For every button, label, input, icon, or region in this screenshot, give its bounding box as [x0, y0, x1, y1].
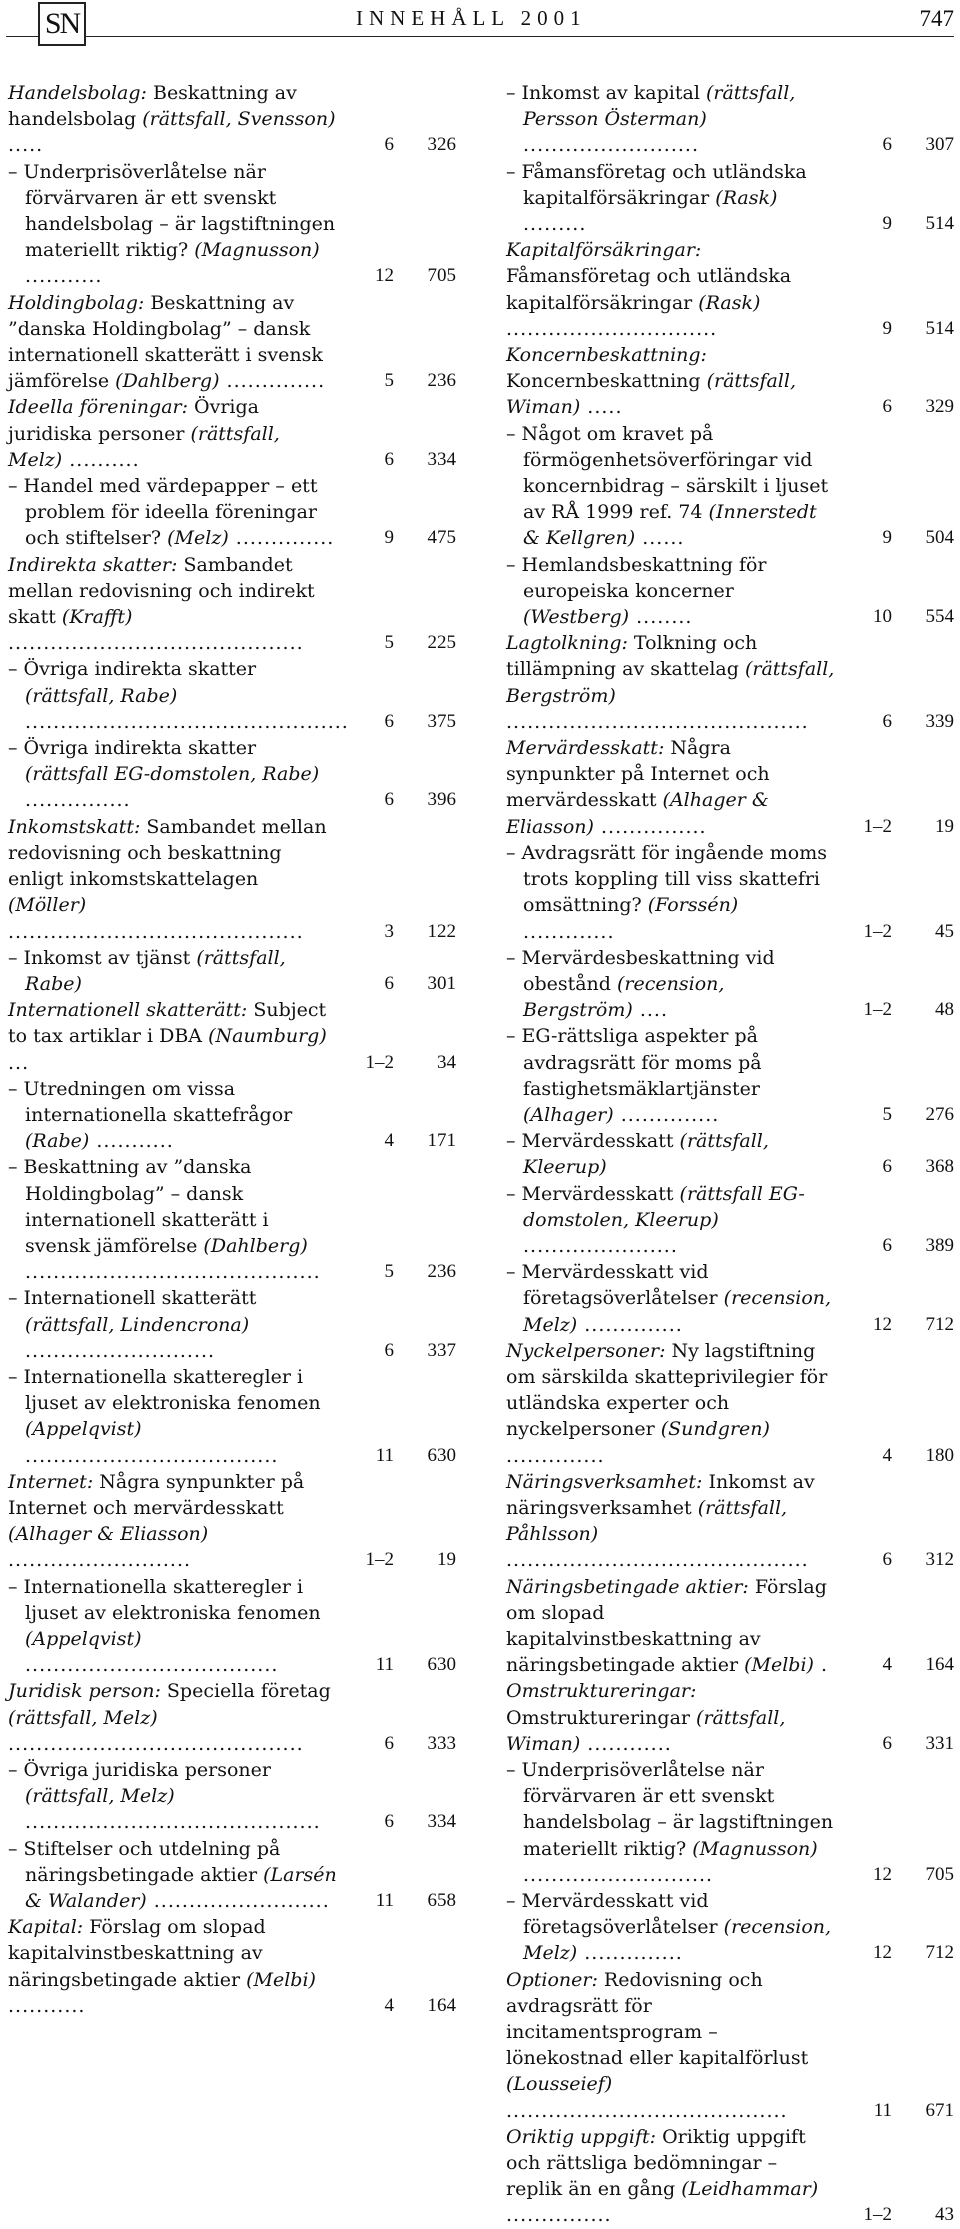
- entry-authors: (Magnusson): [692, 1837, 818, 1860]
- page-reference: 475: [427, 527, 456, 549]
- entry-authors: (Appelqvist): [25, 1627, 142, 1650]
- entry-title: Sambandet mellan redovisning och indirekt skatt: [8, 553, 315, 629]
- entry-title: Sambandet mellan redovisning och beskattning enligt inkomstskattelagen: [8, 815, 327, 891]
- page-reference: 236: [427, 370, 456, 392]
- index-subentry: – Inkomst av tjänst (rättsfall, Rabe) 6 301: [8, 945, 456, 997]
- entry-subject: Optioner:: [506, 1968, 598, 1991]
- issue-number: 6: [384, 1732, 394, 1754]
- page-reference: 368: [925, 1156, 954, 1178]
- index-entry: [8, 80, 456, 159]
- entry-authors: (rättsfall, Melz): [8, 1706, 158, 1729]
- dot-leader: .: [813, 1654, 829, 1677]
- dot-leader: ...............: [593, 815, 707, 838]
- index-entry: [506, 1678, 954, 1757]
- dot-leader: ..............: [506, 1444, 605, 1467]
- page-reference: 331: [925, 1732, 954, 1754]
- entry-subject: Indirekta skatter:: [8, 553, 178, 576]
- entry-text: – Mervärdesbeskattning vid obestånd (recension, Bergström) ....: [506, 946, 775, 1022]
- entry-text: – Övriga juridiska personer (rättsfall, Melz) ..........................................: [8, 1759, 321, 1834]
- entry-authors: (Melbi): [744, 1654, 814, 1677]
- entry-subject: Koncernbeskattning:: [506, 344, 707, 367]
- index-entry: [506, 1967, 954, 2124]
- index-entry: [8, 1678, 456, 1757]
- entry-title: Fåmansföretag och utländska kapitalförsäkringar: [521, 160, 807, 209]
- entry-authors: (Appelqvist): [25, 1418, 142, 1441]
- page-reference: 396: [427, 789, 456, 811]
- page-reference: 326: [427, 134, 456, 156]
- index-subentry: – Handel med värdepapper – ett problem för ideella föreningar och stiftelser? (Melz) .............. 9 475: [8, 473, 456, 552]
- page-reference: 48: [935, 999, 954, 1021]
- entry-authors: (recension, Melz): [523, 1287, 832, 1336]
- entry-title: Omstruktureringar: [506, 1706, 697, 1729]
- issue-number: 6: [882, 396, 892, 418]
- index-subentry: [8, 159, 456, 290]
- entry-title: Ny lagstiftning om särskilda skatteprivilegier för utländska experter och nyckelpersoner: [506, 1339, 828, 1441]
- dot-leader: .............: [523, 920, 615, 943]
- entry-authors: (rättsfall, Rabe): [25, 946, 286, 995]
- index-subentry: – Fåmansföretag och utländska kapitalförsäkringar (Rask) ......... 9 514: [506, 159, 954, 238]
- entry-title: Internationella skatteregler i ljuset av elektroniska fenomen: [23, 1575, 321, 1624]
- dot-leader: ..........................................: [8, 632, 304, 655]
- index-subentry: – Övriga indirekta skatter (rättsfall, Rabe) .............................................. 6 375: [8, 656, 456, 735]
- entry-title: Underprisöverlåtelse när förvärvaren är ett svenskt handelsbolag – är lagstiftningen materiellt riktig?: [23, 160, 336, 262]
- index-entry: [8, 552, 456, 657]
- issue-number: 1–2: [863, 2204, 892, 2226]
- index-subentry: – Övriga juridiska personer (rättsfall, Melz) .......................................... 6 334: [8, 1757, 456, 1836]
- entry-subject: Ideella föreningar:: [8, 396, 188, 419]
- index-subentry: [506, 1757, 954, 1888]
- entry-title: Några synpunkter på Internet och mervärdesskatt: [506, 737, 770, 812]
- entry-text: – Internationell skatterätt (rättsfall, Lindencrona) ...........................: [8, 1287, 257, 1362]
- index-subentry: – Inkomst av kapital (rättsfall, Persson Österman) ......................... 6 307: [506, 80, 954, 159]
- page-reference: 333: [427, 1732, 456, 1754]
- entry-authors: (rättsfall, Melz): [8, 422, 280, 471]
- entry-subject: Inkomstskatt:: [8, 815, 141, 838]
- entry-authors: (Lousseief): [506, 2073, 613, 2096]
- dot-leader: ..............: [219, 370, 326, 393]
- entry-authors: (rättsfall EG-domstolen, Kleerup): [523, 1182, 805, 1231]
- index-entry: [8, 1469, 456, 1574]
- dot-leader: .........................: [523, 134, 699, 157]
- index-subentry: – Utredningen om vissa internationella skattefrågor (Rabe) ........... 4 171: [8, 1076, 456, 1155]
- page-reference: 630: [427, 1444, 456, 1466]
- dot-leader: .....: [8, 134, 44, 157]
- issue-number: 5: [384, 632, 394, 654]
- dot-leader: ..........................................: [8, 1732, 304, 1755]
- entry-subject: Kapitalförsäkringar:: [506, 239, 702, 262]
- dot-leader: ..............................................: [25, 710, 349, 733]
- index-subentry: – Mervärdesskatt (rättsfall, Kleerup) 6 368: [506, 1128, 954, 1180]
- dot-leader: ....................................: [25, 1444, 279, 1467]
- entry-text: – Internationella skatteregler i ljuset av elektroniska fenomen (Appelqvist) ....................................: [8, 1575, 321, 1677]
- entry-text: – Utredningen om vissa internationella skattefrågor (Rabe) ...........: [8, 1077, 293, 1153]
- page-reference: 712: [925, 1942, 954, 1964]
- dot-leader: ...............: [506, 2204, 612, 2227]
- entry-authors: (rättsfall EG-domstolen, Rabe): [25, 763, 320, 786]
- entry-title: Mervärdesskatt: [521, 1130, 680, 1153]
- entry-title: Redovisning och avdragsrätt för incitamentsprogram – lönekostnad eller kapitalförlust: [506, 1968, 809, 2070]
- entry-authors: (rättsfall, Kleerup): [523, 1130, 769, 1179]
- entry-title: Speciella företag: [160, 1680, 331, 1703]
- page-reference: 180: [925, 1444, 954, 1466]
- issue-number: 12: [873, 1863, 892, 1885]
- entry-subject: Oriktig uppgift:: [506, 2125, 657, 2148]
- dot-leader: ........: [629, 606, 693, 629]
- page-reference: 276: [925, 1103, 954, 1125]
- entry-subject: Internationell skatterätt:: [8, 999, 248, 1022]
- index-entry: [8, 394, 456, 473]
- entry-subject: Kapital:: [8, 1916, 84, 1939]
- index-subentry: [506, 552, 954, 631]
- entry-text: – Beskattning av ”danska Holdingbolag” – dansk internationell skatterätt i svensk jämförelse (Dahlberg) ..........................................: [8, 1156, 321, 1284]
- entry-title: EG-rättsliga aspekter på avdragsrätt för moms på fastighetsmäklartjänster: [521, 1025, 762, 1100]
- index-entry: [8, 1914, 456, 2019]
- issue-number: 6: [882, 1732, 892, 1754]
- issue-number: 1–2: [863, 815, 892, 837]
- entry-text: – Mervärdesskatt (rättsfall EG-domstolen, Kleerup) ......................: [506, 1182, 805, 1257]
- dot-leader: ..........................................: [25, 1811, 321, 1834]
- issue-number: 1–2: [365, 1549, 394, 1571]
- page-reference: 19: [437, 1549, 456, 1571]
- entry-authors: (recension, Bergström): [523, 972, 725, 1022]
- entry-authors: (Rask): [715, 186, 778, 209]
- entry-text: – Internationella skatteregler i ljuset av elektroniska fenomen (Appelqvist) ....................................: [8, 1365, 321, 1467]
- entry-title: Mervärdesbeskattning vid obestånd: [521, 946, 775, 995]
- entry-title: Handel med värdepapper – ett problem för ideella föreningar och stiftelser?: [23, 475, 318, 550]
- entry-text: – Underprisöverlåtelse när förvärvaren är ett svenskt handelsbolag – är lagstiftningen materiellt riktig? (Magnusson) ...........................: [506, 1759, 834, 1886]
- entry-authors: (Larsén & Walander): [25, 1863, 337, 1913]
- entry-text: – Inkomst av kapital (rättsfall, Persson Österman) .........................: [506, 82, 796, 157]
- entry-authors: (rättsfall, Lindencrona): [25, 1313, 250, 1336]
- index-entry: [506, 1338, 954, 1469]
- dot-leader: ...........: [25, 265, 103, 288]
- index-subentry: [8, 1364, 456, 1469]
- dot-leader: ....: [632, 999, 668, 1022]
- header-rule: [6, 36, 954, 37]
- page-reference: 34: [437, 1051, 456, 1073]
- index-entry: [506, 2124, 954, 2229]
- page-reference: 705: [427, 265, 456, 287]
- entry-text: – Hemlandsbeskattning för europeiska koncerner (Westberg) ........: [506, 553, 767, 629]
- entry-text: – Mervärdesskatt (rättsfall, Kleerup): [506, 1130, 769, 1179]
- issue-number: 1–2: [863, 920, 892, 942]
- entry-subject: Internet:: [8, 1470, 94, 1493]
- page-reference: 337: [427, 1339, 456, 1361]
- entry-authors: (Alhager): [523, 1103, 614, 1126]
- index-subentry: [506, 840, 954, 945]
- index-entry: [506, 1469, 954, 1574]
- entry-subject: Omstruktureringar:: [506, 1680, 697, 1703]
- entry-title: Subject to tax artiklar i DBA: [8, 999, 327, 1048]
- page-reference: 504: [925, 527, 954, 549]
- issue-number: 11: [873, 2099, 892, 2121]
- entry-title: Övriga juridiska personer: [8, 396, 259, 445]
- entry-subject: Juridisk person:: [8, 1680, 161, 1703]
- page-reference: 334: [427, 448, 456, 470]
- page-reference: 334: [427, 1811, 456, 1833]
- entry-authors: (Krafft): [61, 606, 133, 629]
- dot-leader: ............: [580, 1732, 672, 1755]
- dot-leader: ..........................................: [8, 920, 304, 943]
- entry-title: Beskattning av ”danska Holdingbolag” – dansk internationell skatterätt i svensk jämförelse: [8, 291, 323, 393]
- entry-authors: (Innerstedt & Kellgren): [523, 501, 817, 550]
- page-reference: 514: [925, 317, 954, 339]
- entry-title: Övriga indirekta skatter: [23, 658, 257, 681]
- index-column-right: [506, 80, 954, 2229]
- page-reference: 236: [427, 1261, 456, 1283]
- entry-authors: (Sundgren): [660, 1418, 770, 1441]
- page-reference: 164: [925, 1654, 954, 1676]
- index-subentry: – Något om kravet på förmögenhetsöverföringar vid koncernbidrag – särskilt i ljuset av RÅ 1999 ref. 74 (Innerstedt & Kellgren) ...... 9 504: [506, 421, 954, 552]
- page-reference: 630: [427, 1654, 456, 1676]
- entry-text: – Övriga indirekta skatter (rättsfall, Rabe) ..............................................: [8, 658, 349, 733]
- entry-authors: (Leidhammar): [681, 2178, 819, 2201]
- entry-subject: Nyckelpersoner:: [506, 1339, 666, 1362]
- dot-leader: ....................................: [25, 1654, 279, 1677]
- dot-leader: ...........................: [523, 1863, 714, 1886]
- entry-title: Utredningen om vissa internationella skattefrågor: [23, 1077, 293, 1126]
- page-reference: 171: [427, 1130, 456, 1152]
- entry-text: – EG-rättsliga aspekter på avdragsrätt för moms på fastighetsmäklartjänster (Alhager) ..............: [506, 1025, 762, 1126]
- entry-title: Beskattning av handelsbolag: [8, 82, 297, 131]
- page-reference: 312: [925, 1549, 954, 1571]
- entry-title: Inkomst av näringsverksamhet: [506, 1470, 815, 1519]
- index-subentry: – Mervärdesskatt (rättsfall EG-domstolen, Kleerup) ...................... 6 389: [506, 1181, 954, 1260]
- index-subentry: [8, 1574, 456, 1679]
- issue-number: 12: [873, 1942, 892, 1964]
- page-reference: 514: [925, 213, 954, 235]
- index-entry: [506, 237, 954, 342]
- index-subentry: [8, 1836, 456, 1915]
- index-subentry: [506, 1888, 954, 1967]
- entry-authors: (Möller): [8, 894, 87, 917]
- entry-authors: (Dahlberg): [203, 1234, 308, 1257]
- dot-leader: .....: [580, 396, 623, 419]
- entry-subject: Näringsverksamhet:: [506, 1470, 703, 1493]
- entry-title: Inkomst av tjänst: [23, 946, 197, 969]
- entry-authors: (Forssén): [647, 894, 739, 917]
- issue-number: 1–2: [365, 1051, 394, 1073]
- entry-authors: (recension, Melz): [523, 1916, 832, 1965]
- entry-title: Stiftelser och utdelning på näringsbetingade aktier: [23, 1837, 281, 1886]
- entry-authors: (Magnusson): [194, 239, 320, 262]
- entry-title: Mervärdesskatt vid företagsöverlåtelser: [521, 1261, 724, 1310]
- index-subentry: – Övriga indirekta skatter (rättsfall EG-domstolen, Rabe) ............... 6 396: [8, 735, 456, 814]
- issue-number: 11: [375, 1444, 394, 1466]
- dot-leader: ..........................................: [25, 1261, 321, 1284]
- dot-leader: ..............: [577, 1942, 683, 1965]
- page-reference: 375: [427, 710, 456, 732]
- dot-leader: ...........................: [25, 1339, 216, 1362]
- entry-text: – Handel med värdepapper – ett problem för ideella föreningar och stiftelser? (Melz) ..............: [8, 475, 335, 550]
- page-reference: 339: [925, 710, 954, 732]
- index-entry: [8, 997, 456, 1076]
- index-subentry: [506, 1259, 954, 1338]
- issue-number: 6: [384, 448, 394, 470]
- page-reference: 19: [935, 815, 954, 837]
- page-reference: 705: [925, 1863, 954, 1885]
- index-entry: [506, 630, 954, 735]
- index-entry: [8, 290, 456, 395]
- issue-number: 10: [873, 606, 892, 628]
- entry-authors: (Westberg): [523, 606, 630, 629]
- entry-authors: (rättsfall, Bergström): [506, 658, 835, 707]
- issue-number: 12: [873, 1313, 892, 1335]
- issue-number: 6: [882, 1549, 892, 1571]
- dot-leader: ...............: [25, 789, 131, 812]
- entry-title: Avdragsrätt för ingående moms trots koppling till viss skattefri omsättning?: [521, 841, 827, 917]
- page-reference: 329: [925, 396, 954, 418]
- page-reference: 712: [925, 1313, 954, 1335]
- issue-number: 11: [375, 1890, 394, 1912]
- issue-number: 5: [384, 370, 394, 392]
- index-entry: [506, 342, 954, 421]
- dot-leader: ..............: [228, 527, 335, 550]
- page-reference: 225: [427, 632, 456, 654]
- dot-leader: ...........................................: [506, 1549, 809, 1572]
- entry-authors: (Rask): [698, 291, 761, 314]
- issue-number: 9: [882, 317, 892, 339]
- index-subentry: – EG-rättsliga aspekter på avdragsrätt för moms på fastighetsmäklartjänster (Alhager) .............. 5 276: [506, 1023, 954, 1128]
- dot-leader: ..............: [577, 1313, 683, 1336]
- entry-authors: (Alhager & Eliasson): [8, 1523, 209, 1546]
- entry-text: – Mervärdesskatt vid företagsöverlåtelser (recension, Melz) ..............: [506, 1890, 832, 1965]
- entry-title: Övriga indirekta skatter: [23, 737, 257, 760]
- entry-authors: (rättsfall, Wiman): [506, 1706, 786, 1755]
- page-reference: 122: [427, 920, 456, 942]
- entry-authors: (Naumburg): [208, 1025, 327, 1048]
- page-reference: 307: [925, 134, 954, 156]
- entry-title: Mervärdesskatt: [521, 1182, 680, 1205]
- entry-authors: (rättsfall, Svensson): [142, 108, 336, 131]
- entry-text: – Något om kravet på förmögenhetsöverföringar vid koncernbidrag – särskilt i ljuset av RÅ 1999 ref. 74 (Innerstedt & Kellgren) ......: [506, 422, 829, 550]
- dot-leader: ..........................: [8, 1549, 192, 1572]
- dot-leader: ......: [635, 527, 685, 550]
- page-reference: 671: [925, 2099, 954, 2121]
- entry-text: – Stiftelser och utdelning på näringsbetingade aktier (Larsén & Walander) .........................: [8, 1837, 337, 1913]
- entry-text: – Inkomst av tjänst (rättsfall, Rabe): [8, 946, 286, 995]
- entry-text: – Avdragsrätt för ingående moms trots koppling till viss skattefri omsättning? (Forssén) .............: [506, 841, 827, 943]
- entry-authors: (Rabe): [25, 1130, 90, 1153]
- entry-title: Fåmansföretag och utländska kapitalförsäkringar: [506, 265, 792, 314]
- entry-subject: Lagtolkning:: [506, 632, 628, 655]
- page-reference: 43: [935, 2204, 954, 2226]
- entry-text: – Fåmansföretag och utländska kapitalförsäkringar (Rask) .........: [506, 160, 807, 236]
- issue-number: 6: [882, 710, 892, 732]
- index-column-left: [8, 80, 456, 2019]
- entry-authors: (rättsfall, Melz): [25, 1785, 175, 1808]
- issue-number: 6: [384, 134, 394, 156]
- entry-title: Mervärdesskatt vid företagsöverlåtelser: [521, 1890, 724, 1939]
- issue-number: 4: [384, 1994, 394, 2016]
- page-reference: 164: [427, 1994, 456, 2016]
- index-subentry: – Internationell skatterätt (rättsfall, Lindencrona) ........................... 6 337: [8, 1285, 456, 1364]
- dot-leader: .........: [523, 213, 587, 236]
- journal-logo: SN: [38, 2, 86, 46]
- entry-subject: Mervärdesskatt:: [506, 737, 665, 760]
- entry-text: – Mervärdesskatt vid företagsöverlåtelser (recension, Melz) ..............: [506, 1261, 832, 1336]
- entry-title: Förslag om slopad kapitalvinstbeskattning av näringsbetingade aktier: [506, 1575, 827, 1677]
- dot-leader: ...........: [89, 1130, 174, 1153]
- page-number: 747: [919, 6, 954, 31]
- index-entry: [506, 1574, 954, 1679]
- dot-leader: ...........: [8, 1994, 86, 2017]
- entry-title: Koncernbeskattning: [506, 370, 707, 393]
- entry-title: Något om kravet på förmögenhetsöverföringar vid koncernbidrag – särskilt i ljuset av RÅ 1999 ref. 74: [521, 422, 829, 524]
- page-reference: 554: [925, 606, 954, 628]
- entry-subject: Holdingbolag:: [8, 291, 145, 314]
- page-reference: 658: [427, 1890, 456, 1912]
- page-header: [0, 0, 960, 42]
- entry-title: Hemlandsbeskattning för europeiska koncerner: [521, 553, 767, 602]
- entry-title: Några synpunkter på Internet och mervärdesskatt: [8, 1470, 305, 1519]
- entry-title: Beskattning av ”danska Holdingbolag” – dansk internationell skatterätt i svensk jämförelse: [23, 1156, 269, 1257]
- running-title: INNEHÅLL 2001: [356, 6, 587, 30]
- issue-number: 4: [882, 1444, 892, 1466]
- issue-number: 12: [375, 265, 394, 287]
- entry-title: Internationella skatteregler i ljuset av elektroniska fenomen: [23, 1365, 321, 1415]
- index-subentry: [506, 945, 954, 1024]
- entry-title: Övriga juridiska personer: [23, 1759, 271, 1781]
- page-reference: 389: [925, 1234, 954, 1256]
- entry-authors: (rättsfall, Persson Österman): [523, 82, 796, 131]
- dot-leader: ..............................: [506, 317, 718, 340]
- entry-text: – Övriga indirekta skatter (rättsfall EG-domstolen, Rabe) ...............: [8, 737, 320, 812]
- dot-leader: ...........................................: [506, 710, 809, 733]
- entry-subject: Näringsbetingade aktier:: [506, 1575, 749, 1598]
- dot-leader: ..............: [613, 1103, 720, 1126]
- entry-authors: (rättsfall, Wiman): [506, 370, 796, 419]
- dot-leader: ........................................: [506, 2099, 788, 2122]
- entry-title: Förslag om slopad kapitalvinstbeskattning av näringsbetingade aktier: [8, 1916, 266, 1991]
- entry-authors: (Alhager & Eliasson): [506, 789, 769, 838]
- index-entry: [8, 814, 456, 945]
- entry-authors: (rättsfall, Påhlsson): [506, 1496, 788, 1546]
- entry-subject: Handelsbolag:: [8, 82, 147, 104]
- page-reference: 45: [935, 920, 954, 942]
- index-entry: [506, 735, 954, 840]
- entry-authors: (Dahlberg): [115, 370, 220, 393]
- dot-leader: ...: [8, 1051, 30, 1074]
- entry-title: Inkomst av kapital: [521, 82, 706, 104]
- issue-number: 11: [375, 1654, 394, 1676]
- dot-leader: ......................: [523, 1234, 678, 1257]
- entry-authors: (Melbi): [246, 1968, 316, 1991]
- issue-number: 4: [882, 1654, 892, 1676]
- issue-number: 1–2: [863, 999, 892, 1021]
- page-reference: 301: [427, 972, 456, 994]
- entry-text: – Underprisöverlåtelse när förvärvaren är ett svenskt handelsbolag – är lagstiftningen materiellt riktig? (Magnusson) ...........: [8, 160, 336, 288]
- entry-title: Internationell skatterätt: [23, 1287, 257, 1310]
- index-subentry: – Beskattning av ”danska Holdingbolag” – dansk internationell skatterätt i svensk jämförelse (Dahlberg) .......................................... 5 236: [8, 1154, 456, 1285]
- dot-leader: .........................: [146, 1890, 330, 1913]
- entry-authors: (Melz): [167, 527, 229, 550]
- entry-title: Tolkning och tillämpning av skattelag: [506, 632, 758, 681]
- entry-title: Underprisöverlåtelse när förvärvaren är ett svenskt handelsbolag – är lagstiftningen materiellt riktig?: [521, 1759, 834, 1860]
- issue-number: 3: [384, 920, 394, 942]
- dot-leader: ..........: [62, 448, 140, 471]
- entry-title: Oriktig uppgift och rättsliga bedömningar – replik än en gång: [506, 2125, 806, 2201]
- entry-authors: (rättsfall, Rabe): [25, 684, 178, 707]
